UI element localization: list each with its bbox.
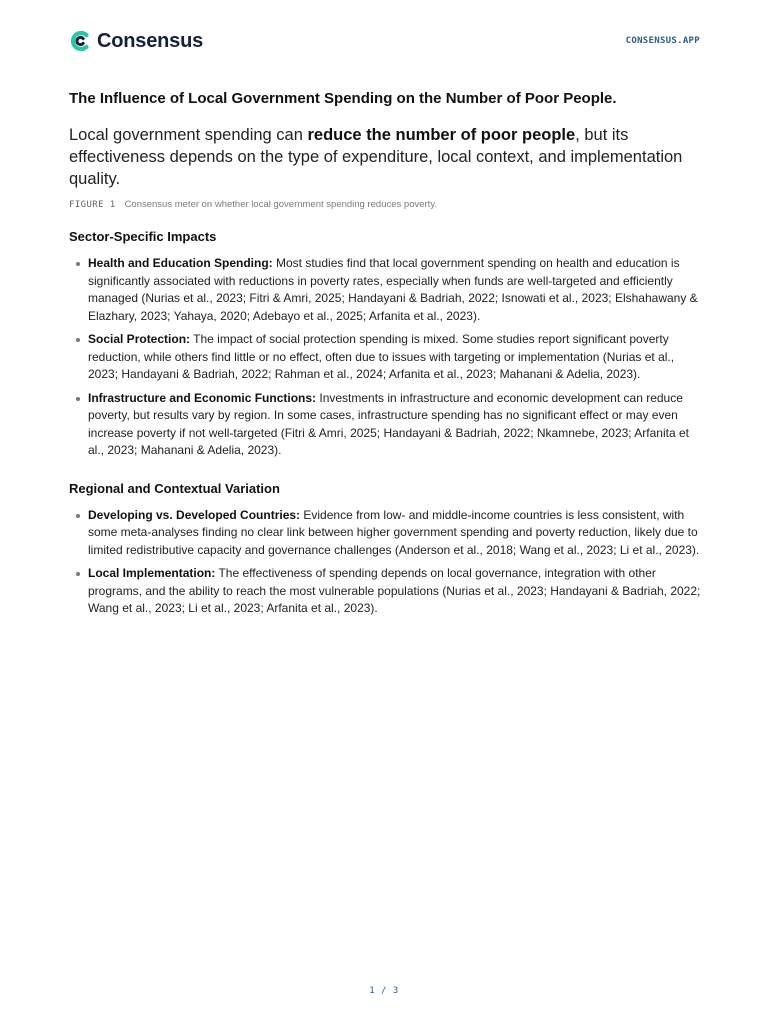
list-item-text: Evidence from low- and middle-income countries is less consistent, with some meta-analyses finding no clear link between higher government spending and poverty reduction, likely due to limited redistributive capacity and governance challenges (Anderson et al., 2018; Wang et al., 2023; Li et al., 2023). <box>88 507 700 557</box>
brand-name: Consensus <box>97 30 204 52</box>
list-item-text: The effectiveness of spending depends on local governance, integration with other programs, and the ability to reach the most vulnerable populations (Nurias et al., 2023; Handayani & Badriah, 2022; Wang et al., 2023; Li et al., 2023; Arfanita et al., 2023). <box>88 566 701 615</box>
lead-text-start: Local government spending can <box>69 126 308 144</box>
regional-variation-list <box>69 507 701 618</box>
list-item-lead: Local Implementation: <box>88 566 216 580</box>
list-item-lead: Social Protection: <box>88 332 191 346</box>
page-number: 1 / 3 <box>369 986 399 996</box>
document-body <box>69 89 701 638</box>
list-item-text: The impact of social protection spending is mixed. Some studies report significant poverty reduction, while others find little or no effect, often due to issues with targeting or implementation (Nurias et al., 2023; Handayani & Badriah, 2022; Rahman et al., 2024; Arfanita et al., 2023; Mahanani & Adelia, 2023). <box>88 332 675 381</box>
sector-impacts-list <box>69 255 701 460</box>
list-item <box>88 507 701 560</box>
lead-text-end: , but its effectiveness depends on the type of expenditure, local context, and implementation quality. <box>69 126 683 188</box>
list-item <box>88 565 701 618</box>
site-link[interactable]: CONSENSUS.APP <box>625 36 700 46</box>
figure-caption-text: Consensus meter on whether local government spending reduces poverty. <box>124 199 438 210</box>
list-item-lead: Health and Education Spending: <box>88 256 273 270</box>
list-item <box>88 390 701 460</box>
page-header <box>69 30 700 56</box>
page-title: The Influence of Local Government Spending on the Number of Poor People. <box>69 90 617 107</box>
figure-label: FIGURE 1 <box>69 200 116 210</box>
list-item-text: Most studies find that local government spending on health and education is significantly associated with reductions in poverty rates, especially when funds are well-targeted and efficiently managed (Nurias et al., 2023; Fitri & Amri, 2025; Handayani & Badriah, 2022; Isnowati et al., 2023; Elshahawany & Elazhary, 2023; Yahaya, 2020; Adebayo et al., 2025; Arfanita et al., 2023). <box>88 256 698 323</box>
list-item <box>88 255 701 325</box>
section-heading-sector-impacts: Sector-Specific Impacts <box>69 229 217 244</box>
brand[interactable] <box>69 30 203 52</box>
section-heading-regional-variation: Regional and Contextual Variation <box>69 480 280 496</box>
list-item-lead: Developing vs. Developed Countries: <box>88 507 301 522</box>
lead-emphasis: reduce the number of poor people <box>307 126 576 144</box>
figure-caption <box>69 199 701 210</box>
list-item <box>88 331 701 384</box>
consensus-logo-icon <box>69 30 91 52</box>
list-item-lead: Infrastructure and Economic Functions: <box>88 390 317 405</box>
list-item-text: Investments in infrastructure and economic development can reduce poverty, but results vary by region. In some cases, infrastructure spending has no significant effect or may even increase poverty if not well-targeted (Fitri & Amri, 2025; Handayani & Badriah, 2022; Nkamnebe, 2023; Arfanita et al., 2023; Mahanani & Adelia, 2023). <box>88 390 689 457</box>
lead-summary <box>69 124 701 190</box>
